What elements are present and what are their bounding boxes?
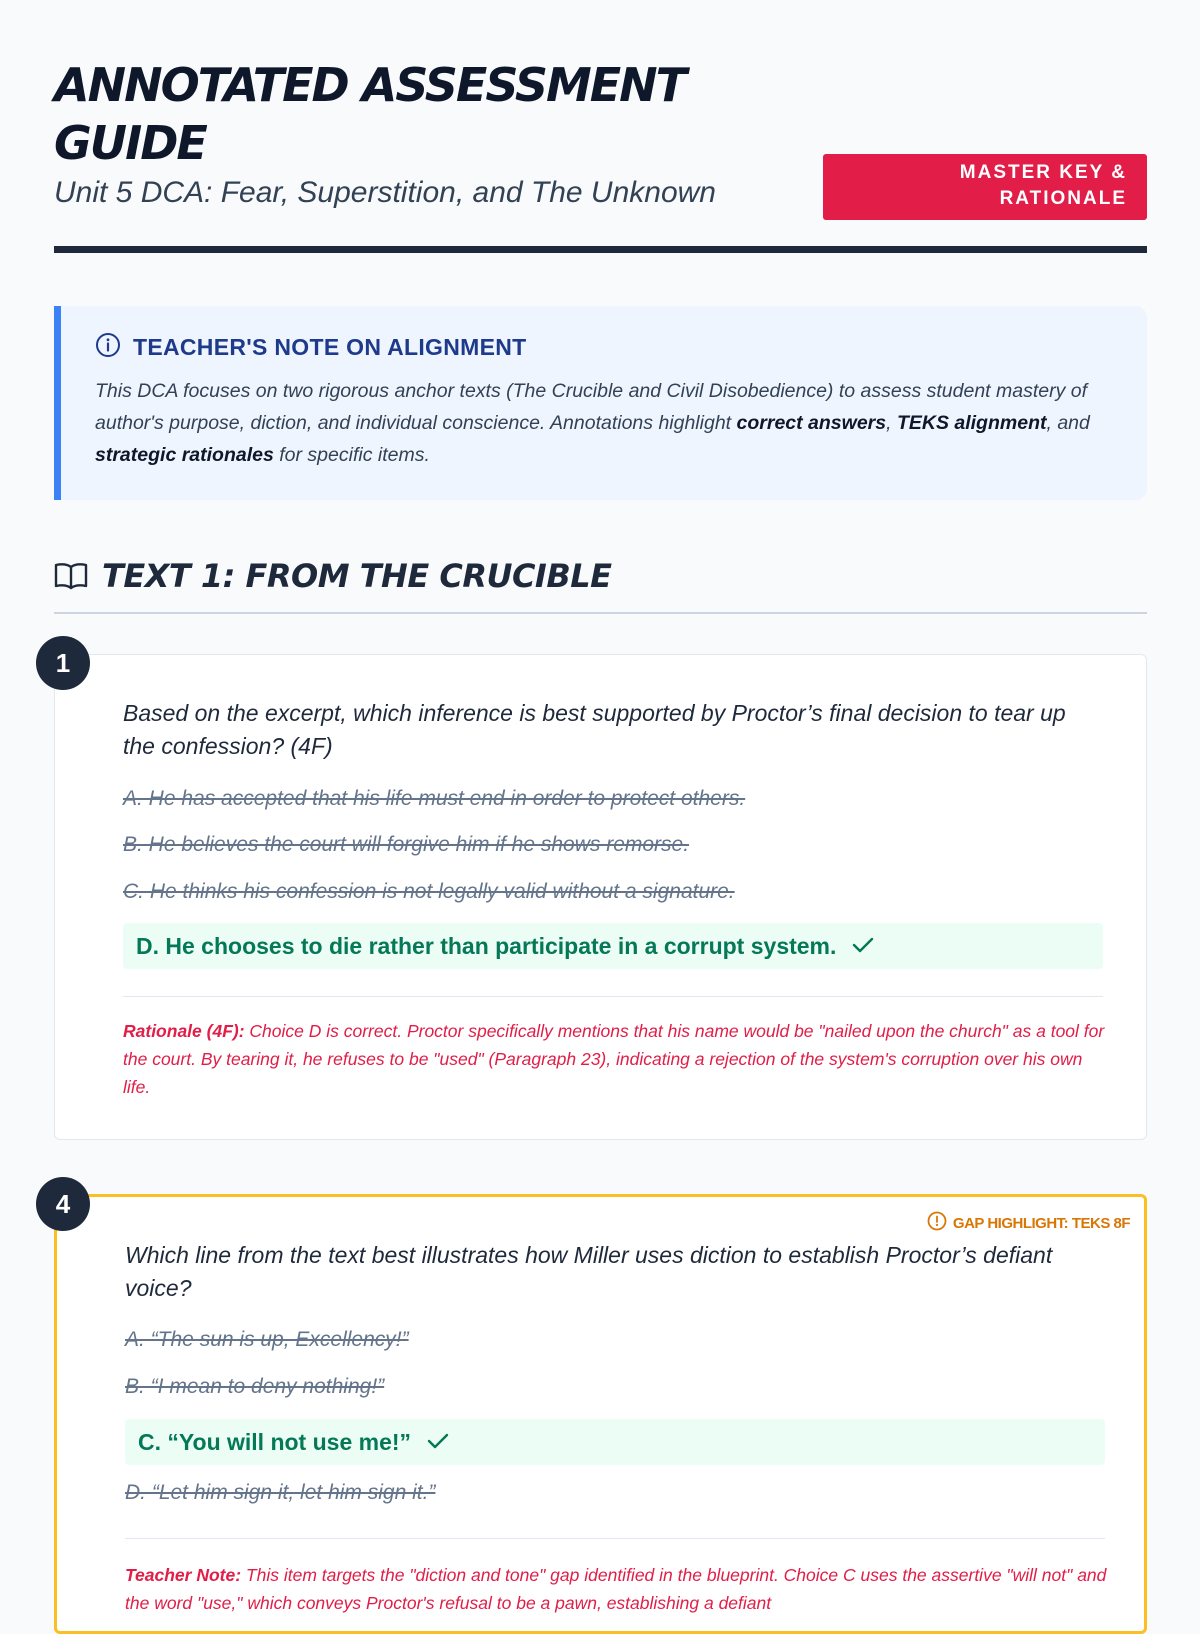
page-title: ANNOTATED ASSESSMENT GUIDE <box>54 58 686 170</box>
answer-choice: D. “Let him sign it, let him sign it.” <box>125 1481 436 1504</box>
question-stem: Which line from the text best illustrates how Miller uses diction to establish Proctor’s defiant voice? <box>125 1242 1053 1301</box>
section-title: TEXT 1: FROM THE CRUCIBLE <box>102 557 612 595</box>
info-icon <box>95 332 121 363</box>
answer-choice: A. “The sun is up, Excellency!” <box>125 1328 409 1351</box>
teacher-note-callout <box>54 306 1147 500</box>
checkmark-icon <box>852 933 874 960</box>
answer-choice: B. He believes the court will forgive him if he shows remorse. <box>123 833 690 856</box>
correct-answer-choice <box>125 1419 1105 1465</box>
page-subtitle: Unit 5 DCA: Fear, Superstition, and The Unknown <box>54 176 716 209</box>
correct-answer-choice <box>123 923 1103 969</box>
question-number-badge: 1 <box>36 636 90 690</box>
teacher-note-title: TEACHER'S NOTE ON ALIGNMENT <box>133 334 527 360</box>
checkmark-icon <box>427 1429 449 1456</box>
correct-answer-label: C. “You will not use me!” <box>138 1428 412 1455</box>
answer-choice: A. He has accepted that his life must end in order to protect others. <box>123 787 746 810</box>
correct-answer-label: D. He chooses to die rather than participate in a corrupt system. <box>136 932 837 959</box>
open-book-icon <box>54 561 88 596</box>
gap-highlight-label: GAP HIGHLIGHT: TEKS 8F <box>952 1214 1130 1232</box>
page-header <box>54 0 1147 254</box>
question-stem: Based on the excerpt, which inference is best supported by Proctor’s final decision to tear up the confession? (4F) <box>123 700 1066 759</box>
section-heading <box>54 554 1147 614</box>
rationale-text: Rationale (4F): Choice D is correct. Proctor specifically mentions that his name would be "nailed upon the church" as a tool for the court. By tearing it, he refuses to be "used" (Paragraph 23), indicating a rejection of the system's corruption over his own life. <box>123 1021 1105 1097</box>
header-divider <box>54 246 1147 253</box>
answer-choice: C. He thinks his confession is not legally valid without a signature. <box>123 880 735 903</box>
teacher-note-body: This DCA focuses on two rigorous anchor texts (The Crucible and Civil Disobedience) to assess student mastery of author's purpose, diction, and individual conscience. Annotations highlight correct answers, TEKS alignment, and strategic rationales for specific items. <box>95 380 1090 466</box>
question-card-gap-highlight <box>54 1194 1147 1634</box>
teacher-note-text: Teacher Note: This item targets the "diction and tone" gap identified in the blueprint. Choice C uses the assertive "will not" and the word "use," which conveys Proctor's refusal to be a pawn, establishing a defiant <box>125 1565 1107 1613</box>
question-card <box>54 654 1147 1140</box>
card-divider <box>125 1538 1105 1539</box>
alert-circle-icon <box>927 1211 947 1235</box>
gap-highlight-badge <box>927 1211 1130 1235</box>
master-key-badge: MASTER KEY & RATIONALE <box>823 154 1147 220</box>
answer-choice: B. “I mean to deny nothing!” <box>125 1375 385 1398</box>
assessment-guide-page <box>54 0 1147 1613</box>
card-divider <box>123 996 1103 997</box>
question-number-badge: 4 <box>36 1177 90 1231</box>
